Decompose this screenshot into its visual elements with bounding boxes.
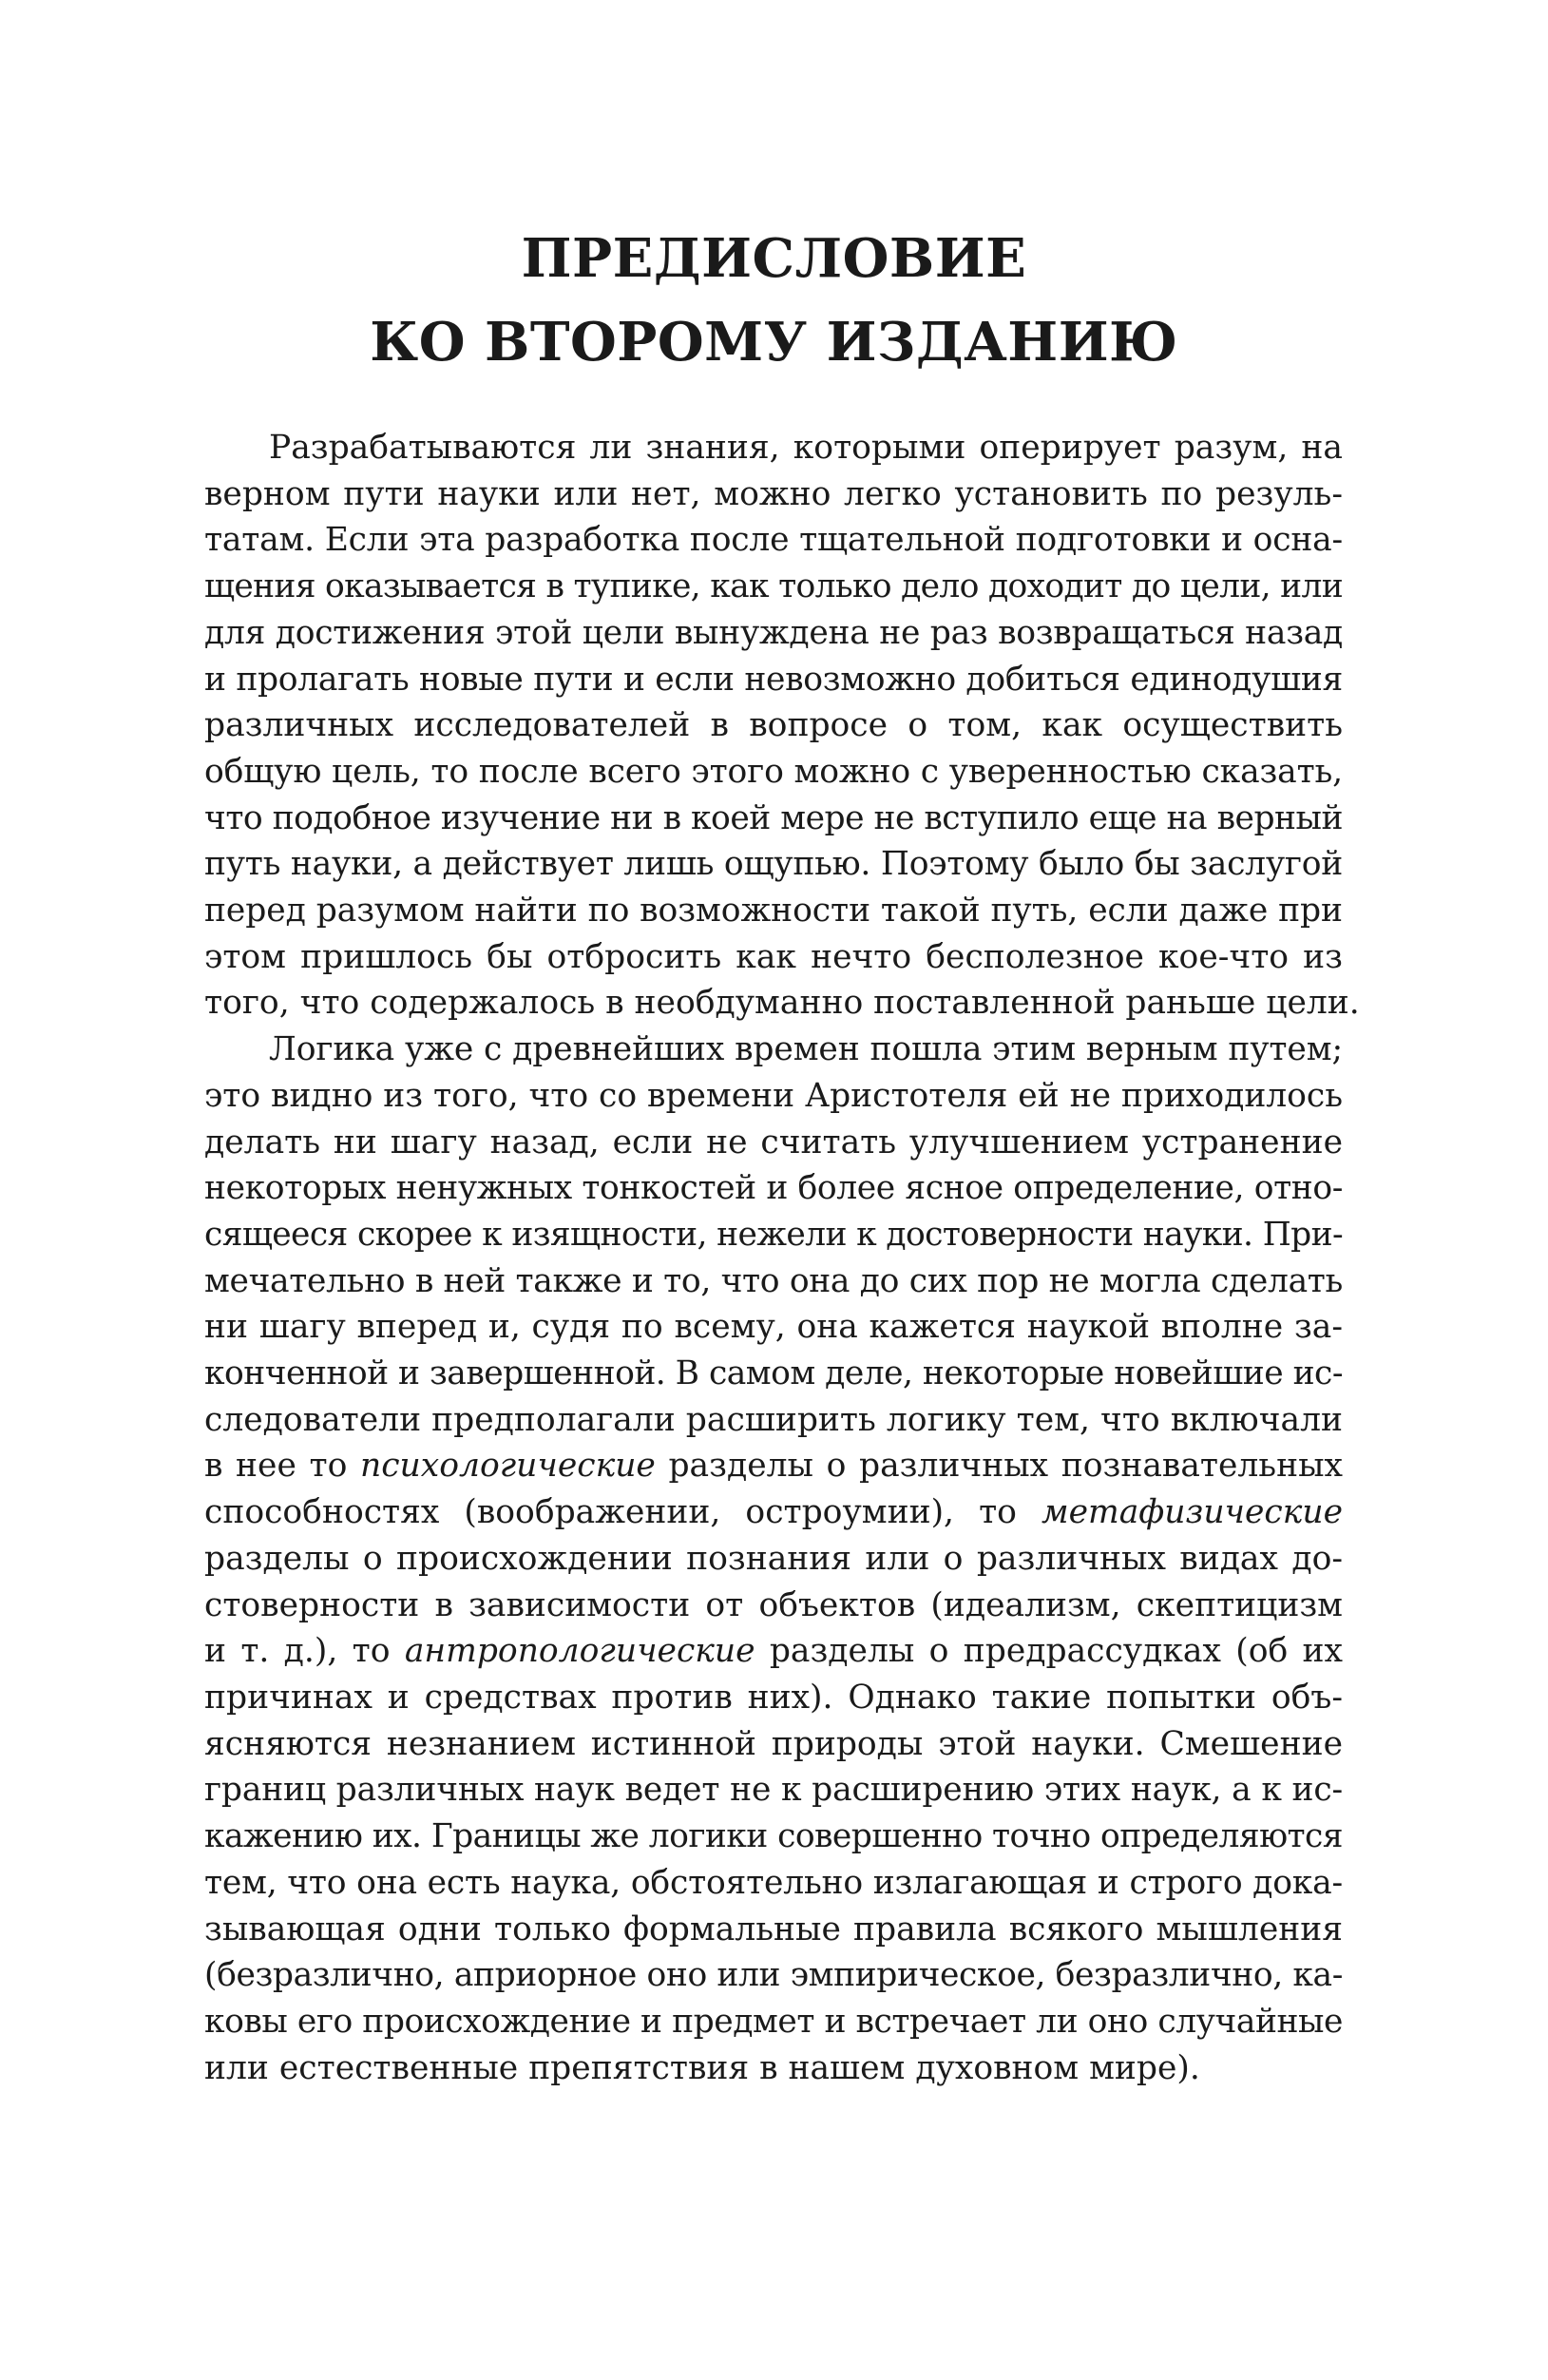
text-line: стоверности в зависимости от объектов (идеализм, скептицизм — [204, 1585, 1343, 1624]
text-run: разделы о предрассудках (об их — [755, 1632, 1344, 1671]
text-line: верном пути науки или нет, можно легко установить по резуль- — [204, 474, 1343, 513]
text-line: путь науки, а действует лишь ощупью. Поэтому было бы заслугой — [204, 845, 1343, 884]
text-run: и т. д.), то — [204, 1632, 405, 1671]
chapter-heading-line-1: ПРЕДИСЛОВИЕ — [521, 227, 1027, 290]
text-line: татам. Если эта разработка после тщательной подготовки и осна- — [204, 521, 1343, 560]
text-line: мечательно в ней также и то, что она до сих пор не могла сделать — [204, 1261, 1343, 1300]
text-line: конченной и завершенной. В самом деле, некоторые новейшие ис- — [204, 1354, 1343, 1393]
text-line: границ различных наук ведет не к расширению этих наук, а к ис- — [204, 1771, 1343, 1810]
text-line: перед разумом найти по возможности такой путь, если даже при — [204, 892, 1343, 931]
text-line: Разрабатываются ли знания, которыми оперирует разум, на — [269, 429, 1343, 467]
text-line: различных исследователей в вопросе о том, как осуществить — [204, 706, 1343, 745]
body-text — [204, 425, 1360, 2091]
paragraph-1 — [204, 425, 1360, 1027]
text-line-with-italic — [204, 1628, 1343, 1675]
text-line: разделы о происхождении познания или о различных видах до- — [204, 1539, 1343, 1578]
text-line: тем, что она есть наука, обстоятельно излагающая и строго дока- — [204, 1863, 1343, 1902]
text-run: разделы о различных познавательных — [655, 1447, 1343, 1486]
text-line: ясняются незнанием истинной природы этой науки. Смешение — [204, 1724, 1343, 1763]
text-line-with-italic — [204, 1489, 1343, 1536]
chapter-heading-line-2: КО ВТОРОМУ ИЗДАНИЮ — [370, 311, 1178, 374]
text-line: сящееся скорее к изящности, нежели к достоверности науки. При- — [204, 1215, 1343, 1254]
text-line: или естественные препятствия в нашем духовном мире). — [204, 2048, 1200, 2087]
paragraph-2 — [204, 1027, 1343, 2091]
text-line-with-italic — [204, 1443, 1343, 1489]
italic-term-metaphysical: метафизические — [1041, 1493, 1343, 1532]
text-line: делать ни шагу назад, если не считать улучшением устранение — [204, 1123, 1343, 1161]
italic-term-anthropological: антропологические — [404, 1632, 755, 1671]
text-line: что подобное изучение ни в коей мере не вступило еще на верный — [204, 798, 1343, 837]
text-line: (безразлично, априорное оно или эмпирическое, безразлично, ка- — [204, 1956, 1343, 1995]
text-line: ни шагу вперед и, судя по всему, она кажется наукой вполне за- — [204, 1308, 1343, 1347]
text-line: зывающая одни только формальные правила всякого мышления — [204, 1910, 1343, 1948]
text-line: и пролагать новые пути и если невозможно добиться единодушия — [204, 660, 1343, 699]
text-line: это видно из того, что со времени Аристотеля ей не приходилось — [204, 1076, 1343, 1115]
text-line: для достижения этой цели вынуждена не раз возвращаться назад — [204, 613, 1343, 652]
text-line: Логика уже с древнейших времен пошла этим верным путем; — [269, 1030, 1343, 1069]
text-line: некоторых ненужных тонкостей и более ясное определение, отно- — [204, 1169, 1343, 1208]
text-line: щения оказывается в тупике, как только дело доходит до цели, или — [204, 567, 1343, 606]
text-line: ковы его происхождение и предмет и встречает ли оно случайные — [204, 2002, 1343, 2041]
text-line: того, что содержалось в необдуманно поставленной раньше цели. — [204, 984, 1360, 1023]
text-line: следователи предполагали расширить логику тем, что включали — [204, 1400, 1343, 1439]
text-line: общую цель, то после всего этого можно с уверенностью сказать, — [204, 752, 1343, 791]
text-line: кажению их. Границы же логики совершенно точно определяются — [204, 1817, 1343, 1856]
text-run: в нее то — [204, 1447, 361, 1486]
italic-term-psychological: психологические — [360, 1447, 656, 1486]
text-line: этом пришлось бы отбросить как нечто бесполезное кое-что из — [204, 937, 1343, 976]
text-line: причинах и средствах против них). Однако такие попытки объ- — [204, 1678, 1343, 1717]
text-run: способностях (воображении, остроумии), то — [204, 1493, 1042, 1532]
chapter-heading — [0, 217, 1548, 384]
